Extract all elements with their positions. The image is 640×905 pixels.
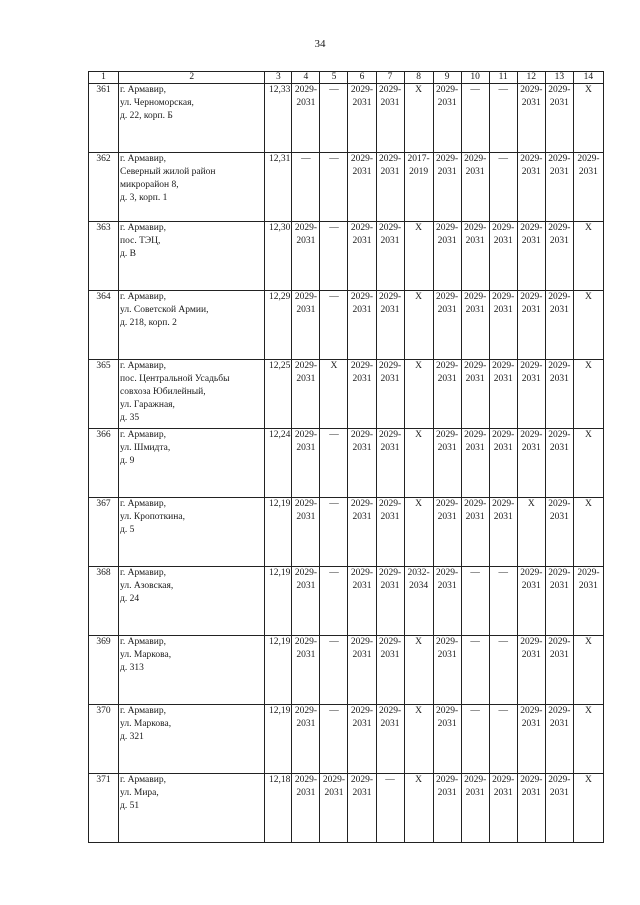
period-cell: 2029- 2031 (292, 291, 320, 360)
address-line: д. 51 (120, 801, 140, 811)
period-cell: X (573, 705, 603, 774)
period-cell: — (489, 153, 517, 222)
period-cell: 2029- 2031 (489, 774, 517, 843)
period-cell: 2029- 2031 (320, 774, 348, 843)
period-cell: X (573, 222, 603, 291)
period-cell: 2029- 2031 (292, 360, 320, 429)
period-cell: 2029- 2031 (545, 774, 573, 843)
period-cell: 2029- 2031 (433, 153, 461, 222)
address-line: д. 22, корп. Б (120, 111, 173, 121)
period-cell: X (573, 291, 603, 360)
period-cell: 2029- 2031 (461, 222, 489, 291)
address-line: г. Армавир, (120, 568, 166, 578)
period-cell: 2032- 2034 (404, 567, 433, 636)
period-cell: 2029- 2031 (376, 705, 404, 774)
period-cell: 2029- 2031 (545, 567, 573, 636)
row-number: 363 (89, 222, 119, 291)
period-cell: X (404, 636, 433, 705)
period-cell: 2029- 2031 (461, 429, 489, 498)
address-line: ул. Азовская, (120, 581, 174, 591)
period-cell: 2029- 2031 (545, 291, 573, 360)
metric-cell: 12,18 (265, 774, 292, 843)
period-cell: X (404, 429, 433, 498)
period-cell: — (320, 84, 348, 153)
period-cell: 2029- 2031 (292, 429, 320, 498)
address-cell (119, 429, 265, 498)
address-line: д. 218, корп. 2 (120, 318, 177, 328)
table-row (89, 636, 604, 705)
period-cell: X (573, 774, 603, 843)
period-cell: — (320, 567, 348, 636)
period-cell: — (320, 222, 348, 291)
address-line: пос. Центральной Усадьбы (120, 374, 230, 384)
metric-cell: 12,19 (265, 498, 292, 567)
period-cell: 2029- 2031 (292, 705, 320, 774)
period-cell: — (320, 636, 348, 705)
row-number: 364 (89, 291, 119, 360)
address-line: г. Армавир, (120, 223, 166, 233)
period-cell: 2029- 2031 (545, 705, 573, 774)
table-row (89, 291, 604, 360)
row-number: 362 (89, 153, 119, 222)
period-cell: — (320, 498, 348, 567)
address-cell (119, 567, 265, 636)
period-cell: 2029- 2031 (376, 636, 404, 705)
table-row (89, 774, 604, 843)
period-cell: 2029- 2031 (433, 705, 461, 774)
period-cell: 2029- 2031 (489, 498, 517, 567)
period-cell: 2029- 2031 (348, 291, 376, 360)
period-cell: 2029- 2031 (517, 84, 545, 153)
table-row (89, 153, 604, 222)
period-cell: 2029- 2031 (517, 291, 545, 360)
period-cell: 2029- 2031 (545, 360, 573, 429)
row-number: 371 (89, 774, 119, 843)
table-row (89, 222, 604, 291)
period-cell: 2029- 2031 (545, 222, 573, 291)
period-cell: X (573, 429, 603, 498)
address-line: д. 35 (120, 413, 140, 423)
period-cell: 2029- 2031 (292, 636, 320, 705)
period-cell: 2029- 2031 (517, 360, 545, 429)
address-cell (119, 636, 265, 705)
column-header: 7 (376, 72, 404, 84)
column-header: 12 (517, 72, 545, 84)
table-row (89, 84, 604, 153)
address-line: ул. Черноморская, (120, 98, 194, 108)
row-number: 370 (89, 705, 119, 774)
period-cell: 2029- 2031 (573, 567, 603, 636)
period-cell: 2029- 2031 (489, 291, 517, 360)
period-cell: X (404, 774, 433, 843)
metric-cell: 12,33 (265, 84, 292, 153)
address-cell (119, 705, 265, 774)
period-cell: 2029- 2031 (489, 360, 517, 429)
period-cell: 2029- 2031 (292, 84, 320, 153)
address-line: Северный жилой район (120, 167, 216, 177)
period-cell: 2029- 2031 (348, 222, 376, 291)
row-number: 367 (89, 498, 119, 567)
period-cell: 2029- 2031 (348, 360, 376, 429)
period-cell: 2029- 2031 (545, 153, 573, 222)
address-line: ул. Маркова, (120, 650, 172, 660)
period-cell: 2029- 2031 (348, 636, 376, 705)
period-cell: — (320, 291, 348, 360)
period-cell: 2029- 2031 (461, 774, 489, 843)
column-header: 10 (461, 72, 489, 84)
column-header: 3 (265, 72, 292, 84)
period-cell: 2029- 2031 (433, 222, 461, 291)
period-cell: 2029- 2031 (517, 429, 545, 498)
address-line: г. Армавир, (120, 499, 166, 509)
period-cell: — (320, 705, 348, 774)
period-cell: 2029- 2031 (292, 567, 320, 636)
page-number: 34 (314, 38, 326, 50)
period-cell: 2029- 2031 (376, 567, 404, 636)
address-cell (119, 360, 265, 429)
address-line: микрорайон 8, (120, 180, 179, 190)
period-cell: 2029- 2031 (292, 498, 320, 567)
period-cell: — (489, 636, 517, 705)
table-body (89, 84, 604, 843)
period-cell: 2029- 2031 (348, 774, 376, 843)
period-cell: X (404, 84, 433, 153)
column-header: 1 (89, 72, 119, 84)
address-line: д. 313 (120, 663, 144, 673)
address-line: д. 5 (120, 525, 135, 535)
column-header: 5 (320, 72, 348, 84)
period-cell: X (573, 84, 603, 153)
metric-cell: 12,24 (265, 429, 292, 498)
period-cell: 2029- 2031 (433, 84, 461, 153)
address-line: д. В (120, 249, 136, 259)
column-header: 6 (348, 72, 376, 84)
column-header: 13 (545, 72, 573, 84)
row-number: 361 (89, 84, 119, 153)
period-cell: 2029- 2031 (433, 636, 461, 705)
period-cell: — (320, 429, 348, 498)
period-cell: — (292, 153, 320, 222)
address-line: д. 321 (120, 732, 144, 742)
period-cell: 2017- 2019 (404, 153, 433, 222)
column-header: 11 (489, 72, 517, 84)
row-number: 365 (89, 360, 119, 429)
period-cell: 2029- 2031 (489, 222, 517, 291)
period-cell: — (461, 636, 489, 705)
period-cell: X (404, 291, 433, 360)
period-cell: — (489, 567, 517, 636)
address-line: г. Армавир, (120, 361, 166, 371)
metric-cell: 12,29 (265, 291, 292, 360)
period-cell: 2029- 2031 (292, 774, 320, 843)
row-number: 366 (89, 429, 119, 498)
period-cell: 2029- 2031 (517, 222, 545, 291)
address-line: д. 24 (120, 594, 140, 604)
period-cell: X (320, 360, 348, 429)
period-cell: 2029- 2031 (517, 567, 545, 636)
table-row (89, 498, 604, 567)
period-cell: 2029- 2031 (376, 429, 404, 498)
period-cell: — (376, 774, 404, 843)
row-number: 369 (89, 636, 119, 705)
address-cell (119, 153, 265, 222)
address-line: совхоза Юбилейный, (120, 387, 206, 397)
metric-cell: 12,30 (265, 222, 292, 291)
period-cell: 2029- 2031 (348, 567, 376, 636)
address-cell (119, 84, 265, 153)
period-cell: X (404, 498, 433, 567)
period-cell: 2029- 2031 (545, 636, 573, 705)
metric-cell: 12,19 (265, 636, 292, 705)
address-line: ул. Шмидта, (120, 443, 171, 453)
address-line: ул. Гаражная, (120, 400, 175, 410)
table-row (89, 360, 604, 429)
period-cell: 2029- 2031 (376, 222, 404, 291)
row-number: 368 (89, 567, 119, 636)
period-cell: X (517, 498, 545, 567)
address-line: г. Армавир, (120, 154, 166, 164)
period-cell: — (461, 84, 489, 153)
column-header-row (89, 72, 604, 84)
period-cell: — (461, 567, 489, 636)
period-cell: 2029- 2031 (376, 498, 404, 567)
period-cell: X (573, 636, 603, 705)
period-cell: — (489, 705, 517, 774)
period-cell: X (404, 705, 433, 774)
period-cell: 2029- 2031 (517, 705, 545, 774)
period-cell: 2029- 2031 (545, 498, 573, 567)
period-cell: 2029- 2031 (433, 774, 461, 843)
address-cell (119, 774, 265, 843)
address-line: г. Армавир, (120, 292, 166, 302)
address-line: г. Армавир, (120, 637, 166, 647)
metric-cell: 12,31 (265, 153, 292, 222)
address-cell (119, 291, 265, 360)
table-row (89, 705, 604, 774)
metric-cell: 12,19 (265, 705, 292, 774)
period-cell: 2029- 2031 (461, 153, 489, 222)
period-cell: 2029- 2031 (517, 774, 545, 843)
column-header: 8 (404, 72, 433, 84)
address-line: г. Армавир, (120, 430, 166, 440)
period-cell: 2029- 2031 (433, 360, 461, 429)
column-header: 14 (573, 72, 603, 84)
period-cell: — (461, 705, 489, 774)
period-cell: 2029- 2031 (489, 429, 517, 498)
period-cell: 2029- 2031 (376, 153, 404, 222)
period-cell: 2029- 2031 (517, 636, 545, 705)
column-header: 4 (292, 72, 320, 84)
housing-register-table (88, 71, 604, 843)
period-cell: X (404, 222, 433, 291)
period-cell: 2029- 2031 (461, 291, 489, 360)
period-cell: 2029- 2031 (376, 84, 404, 153)
period-cell: 2029- 2031 (545, 84, 573, 153)
address-line: ул. Мира, (120, 788, 159, 798)
period-cell: 2029- 2031 (573, 153, 603, 222)
period-cell: 2029- 2031 (376, 291, 404, 360)
period-cell: X (573, 360, 603, 429)
period-cell: 2029- 2031 (348, 705, 376, 774)
period-cell: — (320, 153, 348, 222)
table-row (89, 429, 604, 498)
address-line: д. 9 (120, 456, 135, 466)
address-cell (119, 222, 265, 291)
column-header: 2 (119, 72, 265, 84)
period-cell: 2029- 2031 (292, 222, 320, 291)
metric-cell: 12,25 (265, 360, 292, 429)
period-cell: X (404, 360, 433, 429)
address-line: ул. Кропоткина, (120, 512, 185, 522)
period-cell: 2029- 2031 (461, 360, 489, 429)
period-cell: 2029- 2031 (545, 429, 573, 498)
address-line: г. Армавир, (120, 706, 166, 716)
period-cell: 2029- 2031 (517, 153, 545, 222)
period-cell: 2029- 2031 (376, 360, 404, 429)
period-cell: 2029- 2031 (348, 498, 376, 567)
address-line: ул. Советской Армии, (120, 305, 209, 315)
period-cell: — (489, 84, 517, 153)
table-row (89, 567, 604, 636)
period-cell: 2029- 2031 (461, 498, 489, 567)
period-cell: 2029- 2031 (433, 567, 461, 636)
address-line: пос. ТЭЦ, (120, 236, 161, 246)
address-line: ул. Маркова, (120, 719, 172, 729)
column-header: 9 (433, 72, 461, 84)
period-cell: X (573, 498, 603, 567)
address-cell (119, 498, 265, 567)
address-line: г. Армавир, (120, 775, 166, 785)
period-cell: 2029- 2031 (348, 84, 376, 153)
period-cell: 2029- 2031 (348, 429, 376, 498)
period-cell: 2029- 2031 (348, 153, 376, 222)
address-line: д. 3, корп. 1 (120, 193, 168, 203)
period-cell: 2029- 2031 (433, 429, 461, 498)
address-line: г. Армавир, (120, 85, 166, 95)
metric-cell: 12,19 (265, 567, 292, 636)
period-cell: 2029- 2031 (433, 291, 461, 360)
period-cell: 2029- 2031 (433, 498, 461, 567)
